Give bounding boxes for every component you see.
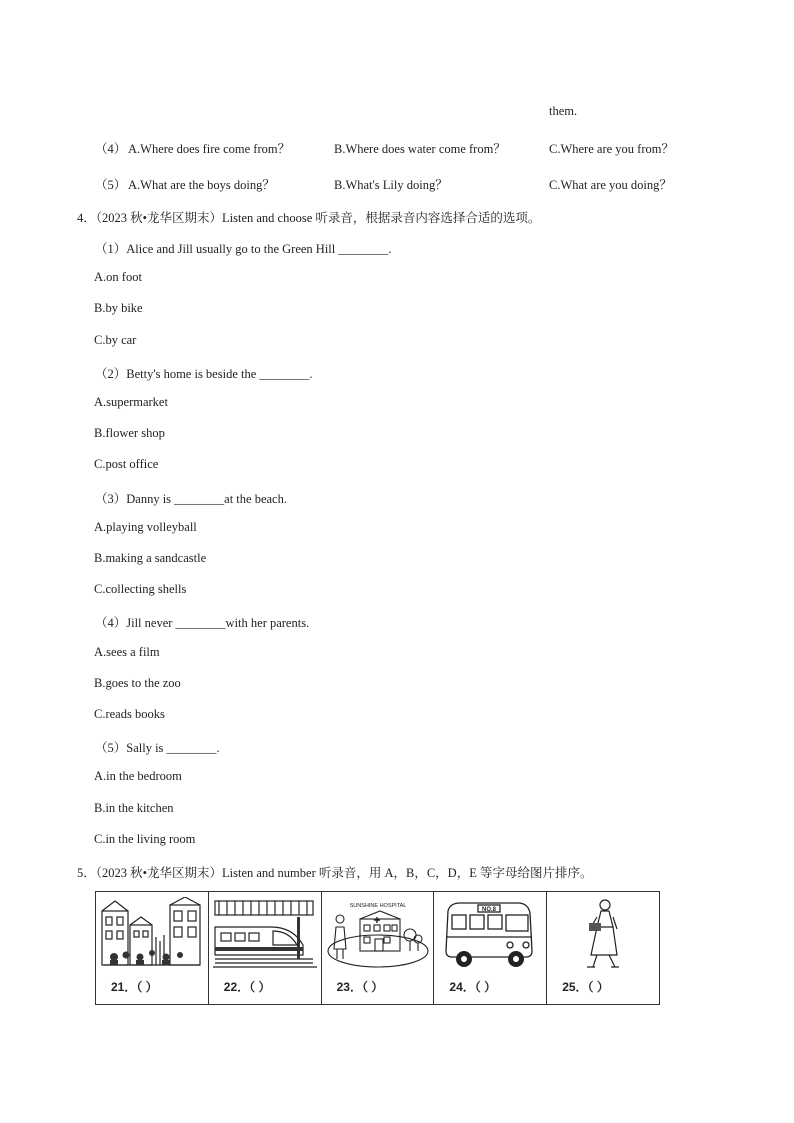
q4-item-2-option-c: C.post office [94, 457, 159, 471]
picture-strip [95, 891, 660, 1005]
bus-icon [438, 897, 542, 973]
q4-item-4-option-b: B.goes to the zoo [94, 676, 181, 690]
q4-item-3-option-b: B.making a sandcastle [94, 551, 207, 565]
q4-item-3-stem: （3）Danny is ________at the beach. [95, 492, 287, 506]
q4-item-5-option-c: C.in the living room [94, 832, 196, 846]
q3-row5-option-b: B.What's Lily doing？ [334, 178, 448, 192]
q4-item-2-option-b: B.flower shop [94, 426, 165, 440]
picture-23-label: 23．（ ） [336, 980, 384, 994]
hospital-icon [326, 897, 430, 973]
walking-woman-icon [551, 897, 655, 973]
picture-23 [322, 892, 435, 1004]
q3-row4-number: （4） [95, 142, 127, 156]
q4-item-4-stem: （4）Jill never ________with her parents. [95, 616, 310, 630]
q3-row4-option-a: A.Where does fire come from？ [128, 142, 291, 156]
hospital-sign: SUNSHINE HOSPITAL [349, 903, 406, 909]
q3-row4-option-c: C.Where are you from？ [549, 142, 674, 156]
q4-item-1-option-b: B.by bike [94, 301, 143, 315]
q4-item-5-stem: （5）Sally is ________. [95, 741, 220, 755]
q3-row4-option-b: B.Where does water come from？ [334, 142, 506, 156]
q4-item-1-option-a: A.on foot [94, 270, 142, 284]
picture-24 [434, 892, 547, 1004]
q4-item-4-option-a: A.sees a film [94, 645, 160, 659]
q4-item-2-stem: （2）Betty's home is beside the ________. [95, 367, 313, 381]
picture-22 [209, 892, 322, 1004]
picture-21 [96, 892, 209, 1004]
q4-heading: 4．（2023 秋•龙华区期末）Listen and choose 听录音，根据录音内容选择合适的选项。 [77, 211, 541, 225]
picture-25-label: 25．（ ） [562, 980, 609, 994]
picture-21-label: 21．（ ） [111, 980, 158, 994]
bus-number-sign: NO.8 [482, 907, 497, 913]
picture-25 [547, 892, 659, 1004]
train-icon [213, 897, 317, 973]
q4-item-4-option-c: C.reads books [94, 707, 165, 721]
q4-item-1-option-c: C.by car [94, 333, 137, 347]
street-scene-icon [100, 897, 204, 973]
q3-row5-option-a: A.What are the boys doing？ [128, 178, 275, 192]
q4-item-2-option-a: A.supermarket [94, 395, 168, 409]
q4-item-3-option-a: A.playing volleyball [94, 520, 197, 534]
q5-heading: 5．（2023 秋•龙华区期末）Listen and number 听录音，用 A，B，C，D，E 等字母给图片排序。 [77, 866, 593, 880]
q4-item-5-option-b: B.in the kitchen [94, 801, 174, 815]
q3-row5-number: （5） [95, 178, 127, 192]
continued-text: them. [549, 104, 578, 118]
q4-item-1-stem: （1）Alice and Jill usually go to the Green Hill ________. [95, 242, 392, 256]
picture-22-label: 22．（ ） [223, 980, 271, 994]
q4-item-5-option-a: A.in the bedroom [94, 769, 182, 783]
picture-24-label: 24．（ ） [449, 980, 497, 994]
q4-item-3-option-c: C.collecting shells [94, 582, 187, 596]
q3-row5-option-c: C.What are you doing？ [549, 178, 672, 192]
